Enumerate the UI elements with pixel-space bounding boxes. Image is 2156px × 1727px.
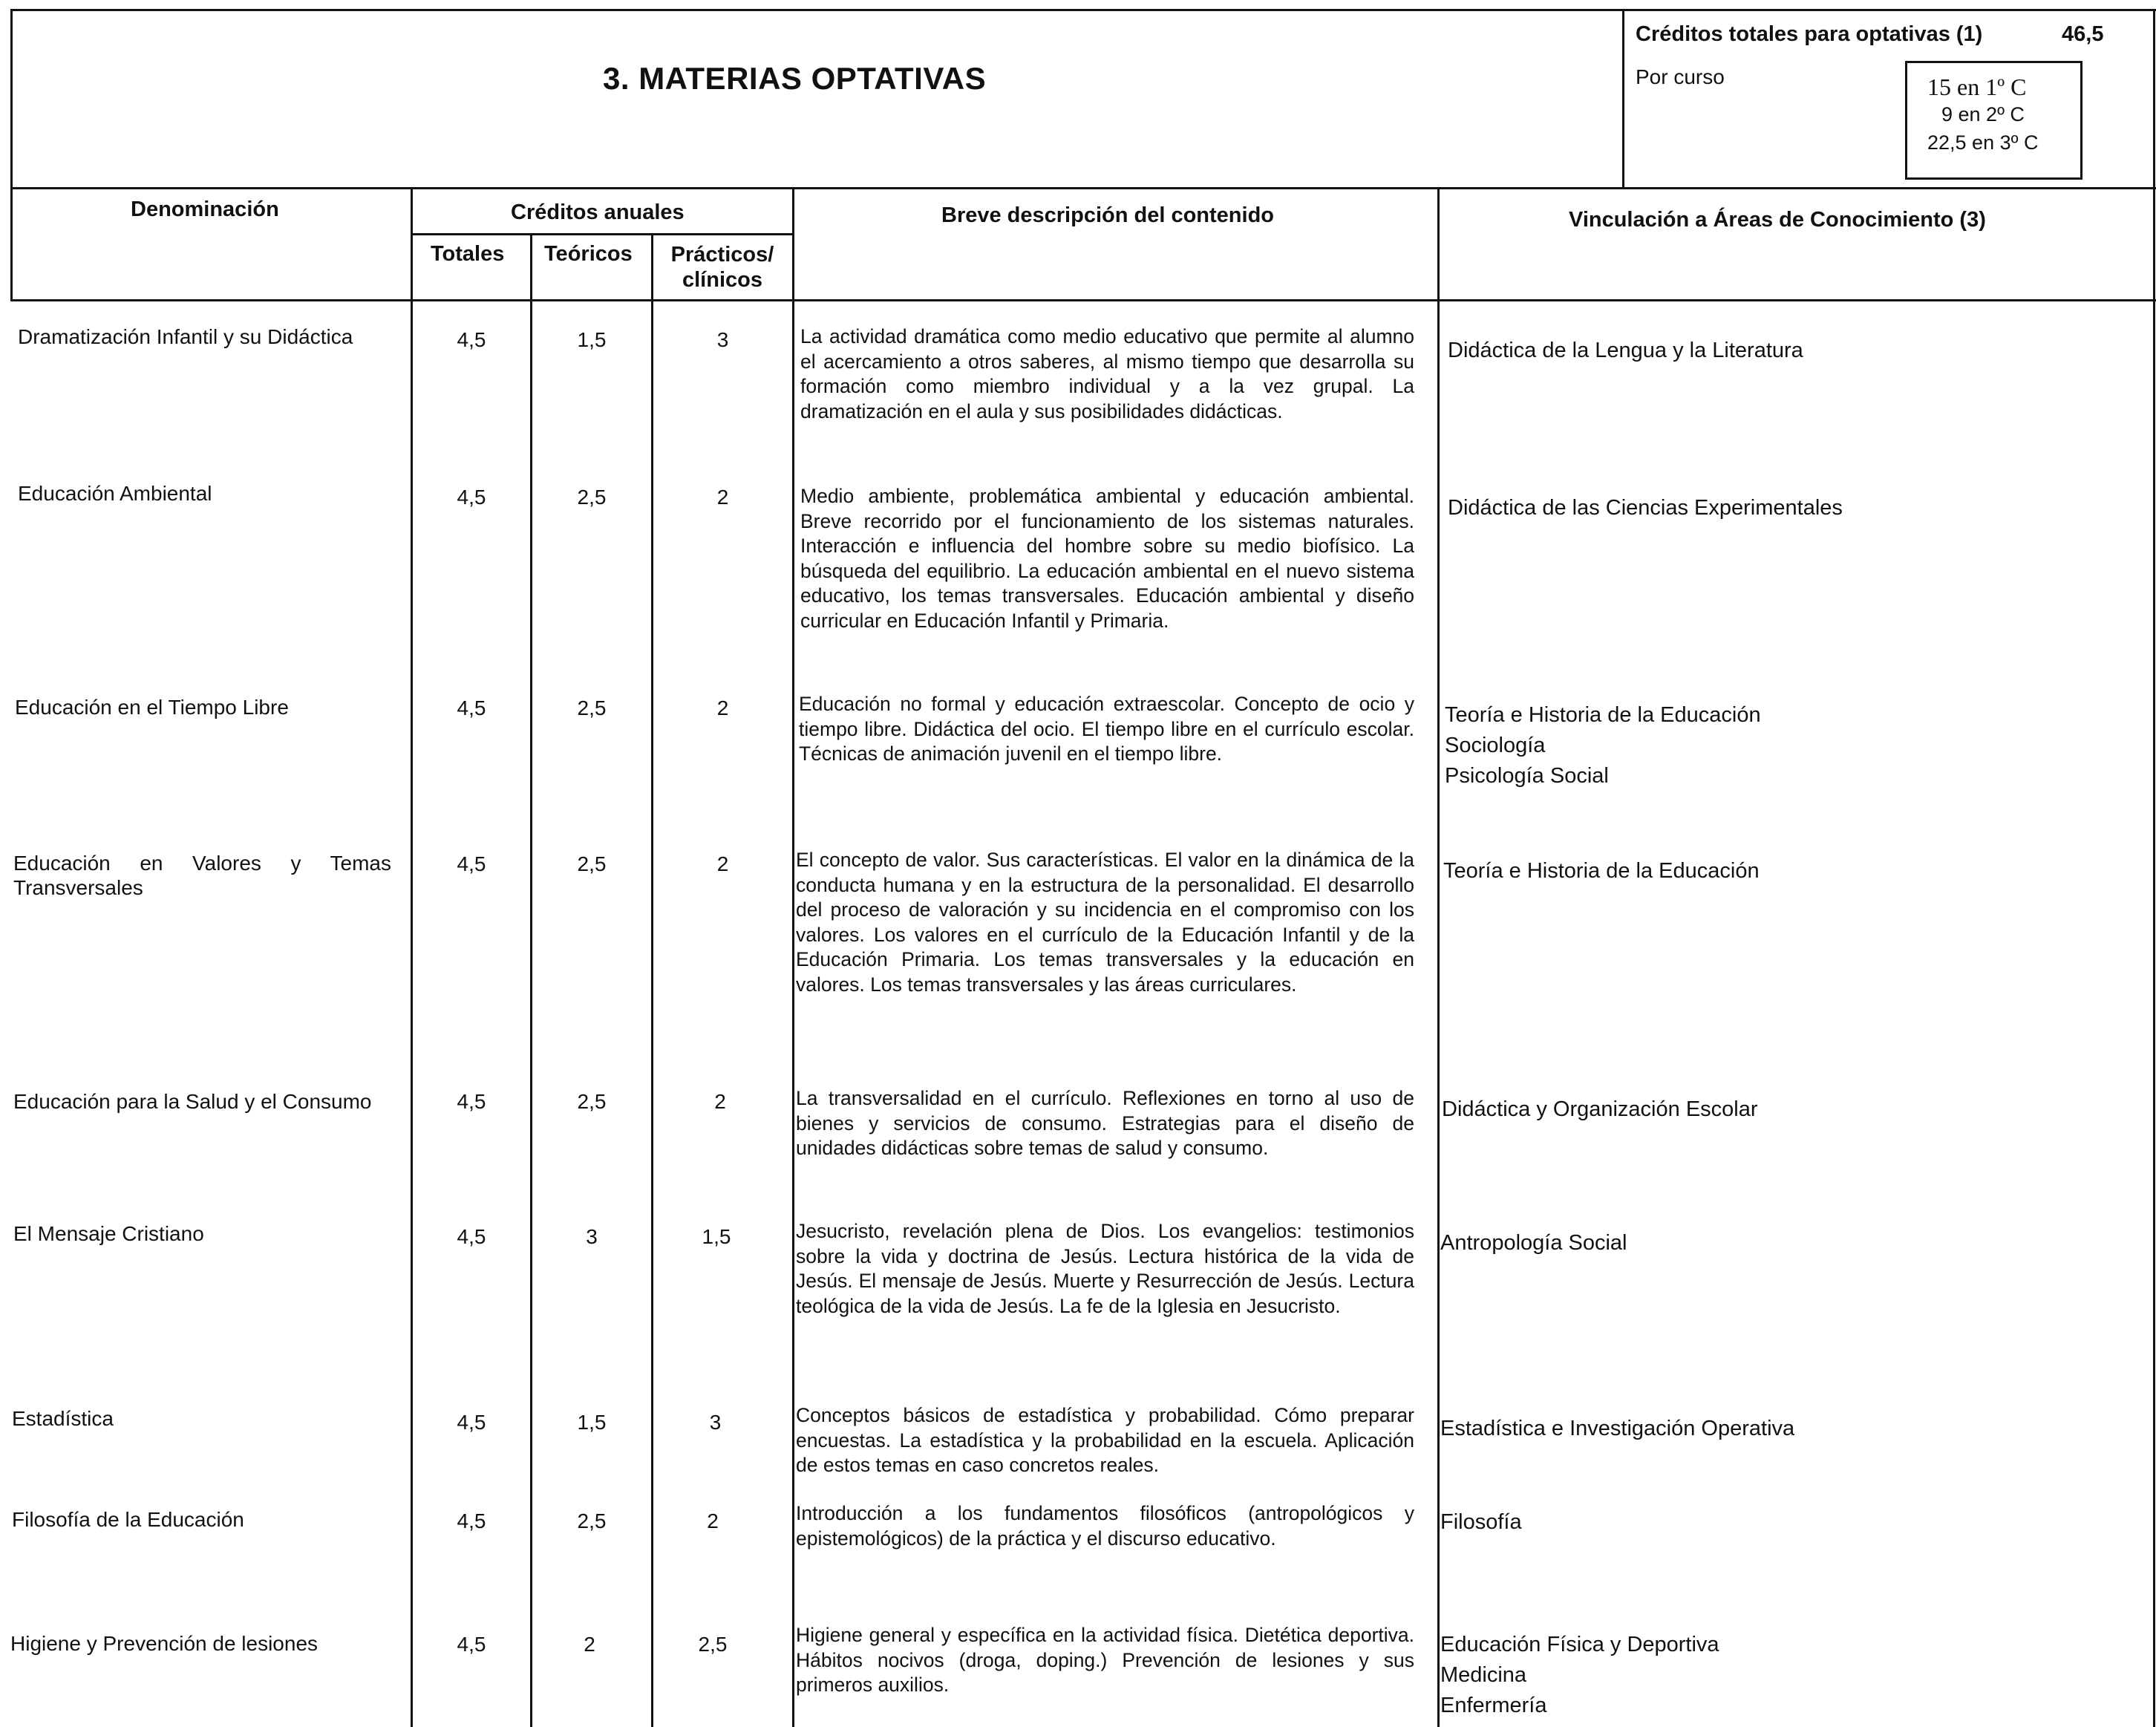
header-bottom-line [10, 187, 2156, 189]
border-top [10, 9, 2156, 11]
row-areas [1448, 493, 1843, 523]
row-practicos: 2 [716, 486, 729, 509]
por-curso-label: Por curso [1636, 65, 1725, 88]
row-teoricos: 2 [584, 1633, 595, 1656]
area-item: Filosofía [1440, 1510, 1522, 1534]
area-item: Psicología Social [1445, 764, 1609, 788]
row-areas [1448, 336, 1803, 366]
row-teoricos: 2,5 [577, 696, 607, 719]
col-vinculacion: Vinculación a Áreas de Conocimiento (3) [1569, 208, 1986, 232]
row-totales: 4,5 [457, 1633, 486, 1656]
row-description: El concepto de valor. Sus características. El valor en la dinámica de la conducta humana y en la estructura de la personalidad. El desarrollo del proceso de valoración y su incidencia en el compromiso con los valores. Los valores en el currículo de la Educación Infantil y de la Educación Primaria. Los temas transversales y la educación en valores. Los temas transversales y las áreas curriculares. [796, 849, 1414, 996]
area-item: Didáctica de las Ciencias Experimentales [1448, 496, 1843, 520]
area-item: Teoría e Historia de la Educación [1443, 859, 1760, 883]
col-denominacion: Denominación [131, 197, 279, 221]
area-item: Estadística e Investigación Operativa [1440, 1417, 1795, 1440]
row-practicos: 2 [707, 1509, 719, 1532]
row-practicos: 1,5 [702, 1225, 731, 1248]
area-item: Didáctica y Organización Escolar [1442, 1097, 1758, 1121]
row-teoricos: 2,5 [577, 486, 607, 509]
por-curso-2: 9 en 2º C [1941, 103, 2025, 125]
creditos-subheader-line [411, 233, 794, 235]
total-credits-label: Créditos totales para optativas (1) [1636, 22, 1983, 46]
row-totales: 4,5 [457, 486, 486, 509]
por-curso-3: 22,5 en 3º C [1927, 131, 2039, 154]
area-item: Educación Física y Deportiva [1440, 1633, 1719, 1656]
area-item: Didáctica de la Lengua y la Literatura [1448, 339, 1803, 362]
row-areas [1443, 856, 1760, 887]
row-practicos: 3 [709, 1411, 722, 1434]
row-description: Introducción a los fundamentos filosóficos (antropológicos y epistemológicos) de la práctica y el discurso educativo. [796, 1502, 1414, 1550]
row-totales: 4,5 [457, 1225, 486, 1248]
row-practicos: 2 [716, 852, 729, 875]
row-totales: 4,5 [457, 328, 486, 351]
col-creditos-anuales: Créditos anuales [511, 200, 685, 224]
area-item: Medicina [1440, 1663, 1527, 1687]
column-header-bottom-line [10, 299, 2156, 301]
row-practicos: 2,5 [698, 1633, 728, 1656]
row-totales: 4,5 [457, 1509, 486, 1532]
row-areas [1440, 1630, 1719, 1721]
border-right [2153, 9, 2155, 1727]
row-areas [1440, 1414, 1794, 1444]
col-totales: Totales [431, 242, 505, 266]
row-name: Filosofía de la Educación [12, 1508, 244, 1531]
area-item: Antropología Social [1440, 1231, 1627, 1255]
row-teoricos: 2,5 [577, 852, 607, 875]
col-practicos: Prácticos/ clínicos [670, 243, 774, 292]
border-left [10, 9, 13, 300]
por-curso-1: 15 en 1º C [1927, 74, 2027, 100]
row-totales: 4,5 [457, 1090, 486, 1113]
row-teoricos: 1,5 [577, 328, 607, 351]
row-teoricos: 2,5 [577, 1090, 607, 1113]
col-sep-4 [792, 189, 794, 1727]
header-divider [1622, 9, 1624, 189]
col-sep-2 [530, 235, 532, 1727]
col-sep-3 [651, 235, 653, 1727]
area-item: Enfermería [1440, 1694, 1547, 1717]
row-teoricos: 3 [586, 1225, 598, 1248]
page-title: 3. MATERIAS OPTATIVAS [603, 61, 987, 96]
row-name: Educación en el Tiempo Libre [15, 696, 289, 719]
row-description: Conceptos básicos de estadística y probabilidad. Cómo preparar encuestas. La estadística y la probabilidad en la escuela. Aplicación de estos temas en caso concretos reales. [796, 1404, 1414, 1476]
row-name: Higiene y Prevención de lesiones [10, 1632, 318, 1655]
row-teoricos: 1,5 [577, 1411, 607, 1434]
row-areas [1442, 1094, 1758, 1125]
row-description: Medio ambiente, problemática ambiental y educación ambiental. Breve recorrido por el funcionamiento de los sistemas naturales. Interacción e influencia del hombre sobre su medio biofísico. La búsqueda del equilibrio. La educación ambiental en el nuevo sistema educativo, los temas transversales. Educación ambiental y diseño curricular en Educación Infantil y Primaria. [800, 485, 1414, 632]
total-credits-value: 46,5 [2062, 22, 2104, 46]
row-description: Higiene general y específica en la actividad física. Dietética deportiva. Hábitos nocivos (droga, doping.) Prevención de lesiones y sus primeros auxilios. [796, 1624, 1414, 1696]
row-name: El Mensaje Cristiano [13, 1222, 204, 1245]
row-description: La actividad dramática como medio educativo que permite al alumno el acercamiento a otros saberes, al mismo tiempo que desarrolla su formación como miembro individual y a la vez grupal. La dramatización en el aula y sus posibilidades didácticas. [800, 325, 1414, 422]
area-item: Teoría e Historia de la Educación [1445, 703, 1761, 727]
col-sep-1 [411, 189, 413, 1727]
row-description: Educación no formal y educación extraescolar. Concepto de ocio y tiempo libre. Didáctica del ocio. El tiempo libre en el currículo escolar. Técnicas de animación juvenil en el tiempo libre. [799, 693, 1414, 765]
row-name: Educación Ambiental [18, 482, 212, 505]
row-description: La transversalidad en el currículo. Reflexiones en torno al uso de bienes y servicios de consumo. Estrategias para el diseño de unidades didácticas sobre temas de salud y consumo. [796, 1087, 1414, 1159]
col-descripcion: Breve descripción del contenido [941, 203, 1274, 227]
row-name: Estadística [12, 1407, 114, 1430]
row-name: Educación para la Salud y el Consumo [13, 1090, 372, 1113]
col-sep-5 [1437, 189, 1440, 1727]
row-totales: 4,5 [457, 852, 486, 875]
row-description: Jesucristo, revelación plena de Dios. Los evangelios: testimonios sobre la vida y doctrina de Jesús. Lectura histórica de la vida de Jesús. El mensaje de Jesús. Muerte y Resurrección de Jesús. Lectura teológica de la vida de Jesús. La fe de la Iglesia en Jesucristo. [796, 1220, 1414, 1317]
row-teoricos: 2,5 [577, 1509, 607, 1532]
row-totales: 4,5 [457, 1411, 486, 1434]
row-areas [1440, 1507, 1522, 1538]
row-practicos: 3 [716, 328, 729, 351]
row-areas [1445, 700, 1761, 791]
row-practicos: 2 [714, 1090, 726, 1113]
row-name: Dramatización Infantil y su Didáctica [18, 325, 353, 348]
row-name: Educación en Valores y Temas Transversales [13, 852, 391, 899]
row-practicos: 2 [716, 696, 729, 719]
col-teoricos: Teóricos [544, 242, 633, 266]
por-curso-box [1905, 61, 2082, 180]
row-totales: 4,5 [457, 696, 486, 719]
row-areas [1440, 1228, 1627, 1258]
area-item: Sociología [1445, 734, 1546, 757]
